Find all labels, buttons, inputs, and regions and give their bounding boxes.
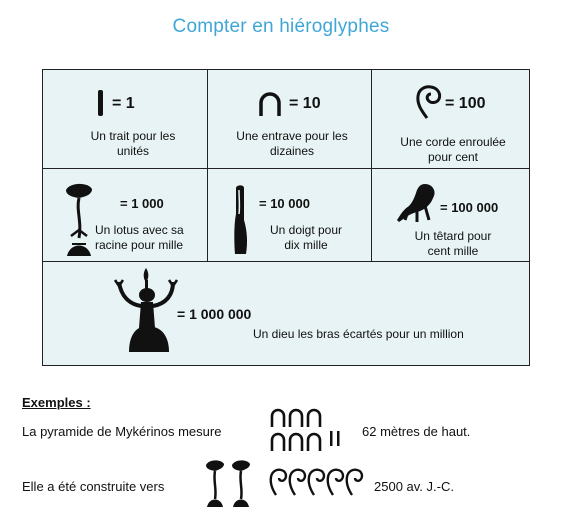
hobble-icon [258, 92, 282, 116]
value-label: = 1 000 000 [177, 306, 252, 322]
example-date-prefix: Elle a été construite vers [22, 479, 165, 494]
description-label: Une corde enroulée pour cent [400, 135, 506, 164]
example-pyramid-suffix: 62 mètres de haut. [362, 424, 471, 439]
col-divider [207, 168, 208, 261]
finger-icon [231, 184, 251, 256]
value-label: = 10 [289, 95, 321, 112]
value-label: = 1 000 [120, 196, 164, 211]
description-label: Un dieu les bras écartés pour un million [253, 327, 464, 341]
description-label: Un têtard pour cent mille [414, 229, 492, 258]
god-icon [111, 268, 181, 354]
stroke-icon [97, 90, 105, 116]
examples-heading: Exemples : [22, 395, 91, 410]
value-label: = 10 000 [259, 196, 310, 211]
description-label: Un lotus avec sa racine pour mille [95, 223, 184, 252]
example-date-suffix: 2500 av. J.-C. [374, 479, 454, 494]
coil-rope-icon [415, 84, 443, 120]
value-label: = 100 000 [440, 200, 499, 215]
row-divider [43, 261, 529, 262]
col-divider [371, 168, 372, 261]
lotus-icon [62, 182, 96, 258]
description-label: Une entrave pour les dizaines [236, 129, 348, 158]
lotus-pair-icon [200, 459, 256, 509]
row-divider [43, 168, 529, 169]
col-divider [371, 70, 372, 168]
example-pyramid-prefix: La pyramide de Mykérinos mesure [22, 424, 222, 439]
coil-rope-row-icon [268, 467, 368, 497]
hieroglyph-number-62 [269, 407, 359, 453]
description-label: Un doigt pour dix mille [269, 223, 343, 252]
tadpole-icon [395, 180, 439, 224]
description-label: Un trait pour les unités [90, 129, 176, 158]
value-label: = 100 [445, 95, 486, 112]
hieroglyph-table [42, 69, 530, 366]
value-label: = 1 [112, 95, 135, 112]
page-title: Compter en hiéroglyphes [172, 16, 390, 37]
col-divider [207, 70, 208, 168]
